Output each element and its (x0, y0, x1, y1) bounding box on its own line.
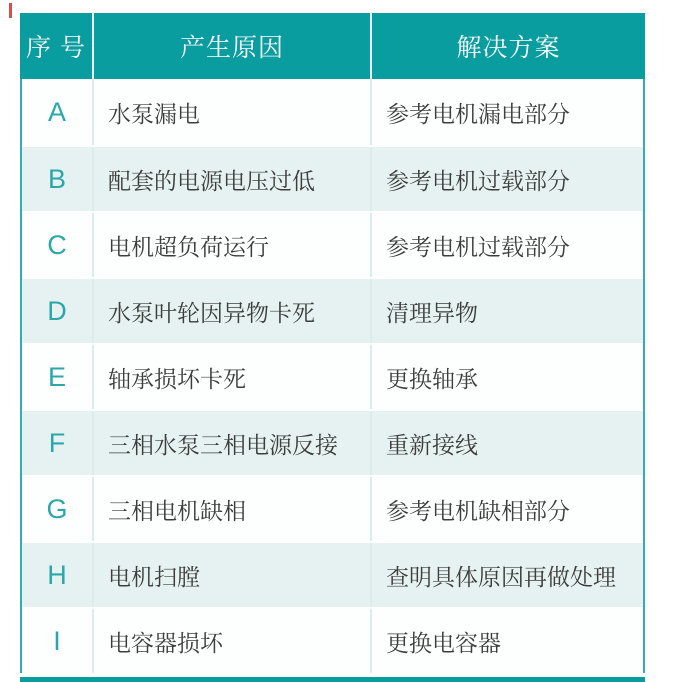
row-cause-cell: 电机扫膛 (92, 543, 370, 607)
row-index-cell: I (53, 625, 61, 656)
row-solution-cell: 更换轴承 (370, 345, 643, 409)
row-solution-cell: 更换电容器 (370, 609, 643, 673)
row-index-cell: B (47, 163, 66, 194)
row-cause-cell: 水泵叶轮因异物卡死 (92, 279, 370, 343)
row-cause-cell: 水泵漏电 (92, 79, 370, 145)
next-section-header-band (20, 677, 645, 682)
red-artifact-mark (9, 3, 12, 18)
row-index-cell: C (47, 229, 67, 260)
row-solution-cell: 参考电机缺相部分 (370, 477, 643, 541)
table-body (20, 79, 645, 673)
row-index-cell: F (48, 427, 66, 458)
row-index-cell: A (47, 96, 66, 127)
table-row (22, 475, 643, 541)
row-solution-cell: 参考电机过载部分 (370, 213, 643, 277)
row-index-cell: D (47, 295, 67, 326)
header-cell-index: 序 号 (26, 34, 86, 62)
row-cause-cell: 三相电机缺相 (92, 477, 370, 541)
table-row (22, 277, 643, 343)
row-cause-cell: 电机超负荷运行 (92, 213, 370, 277)
table-row (22, 607, 643, 673)
table-row (22, 211, 643, 277)
row-index-cell: H (47, 559, 67, 590)
table-header-row (20, 13, 645, 79)
row-solution-cell: 清理异物 (370, 279, 643, 343)
row-index-cell: G (46, 493, 68, 524)
table-row (22, 541, 643, 607)
row-cause-cell: 电容器损坏 (92, 609, 370, 673)
row-solution-cell: 重新接线 (370, 411, 643, 475)
row-solution-cell: 参考电机漏电部分 (370, 79, 643, 145)
row-solution-cell: 查明具体原因再做处理 (370, 543, 643, 607)
header-cell-cause: 产生原因 (92, 13, 370, 79)
row-cause-cell: 配套的电源电压过低 (92, 147, 370, 211)
row-solution-cell: 参考电机过载部分 (370, 147, 643, 211)
table-row (22, 409, 643, 475)
header-cell-solution: 解决方案 (370, 13, 645, 79)
table-row (22, 145, 643, 211)
table-row (22, 343, 643, 409)
row-cause-cell: 三相水泵三相电源反接 (92, 411, 370, 475)
row-index-cell: E (47, 361, 66, 392)
table-row (22, 79, 643, 145)
row-cause-cell: 轴承损坏卡死 (92, 345, 370, 409)
fault-cause-solution-table (20, 13, 645, 673)
